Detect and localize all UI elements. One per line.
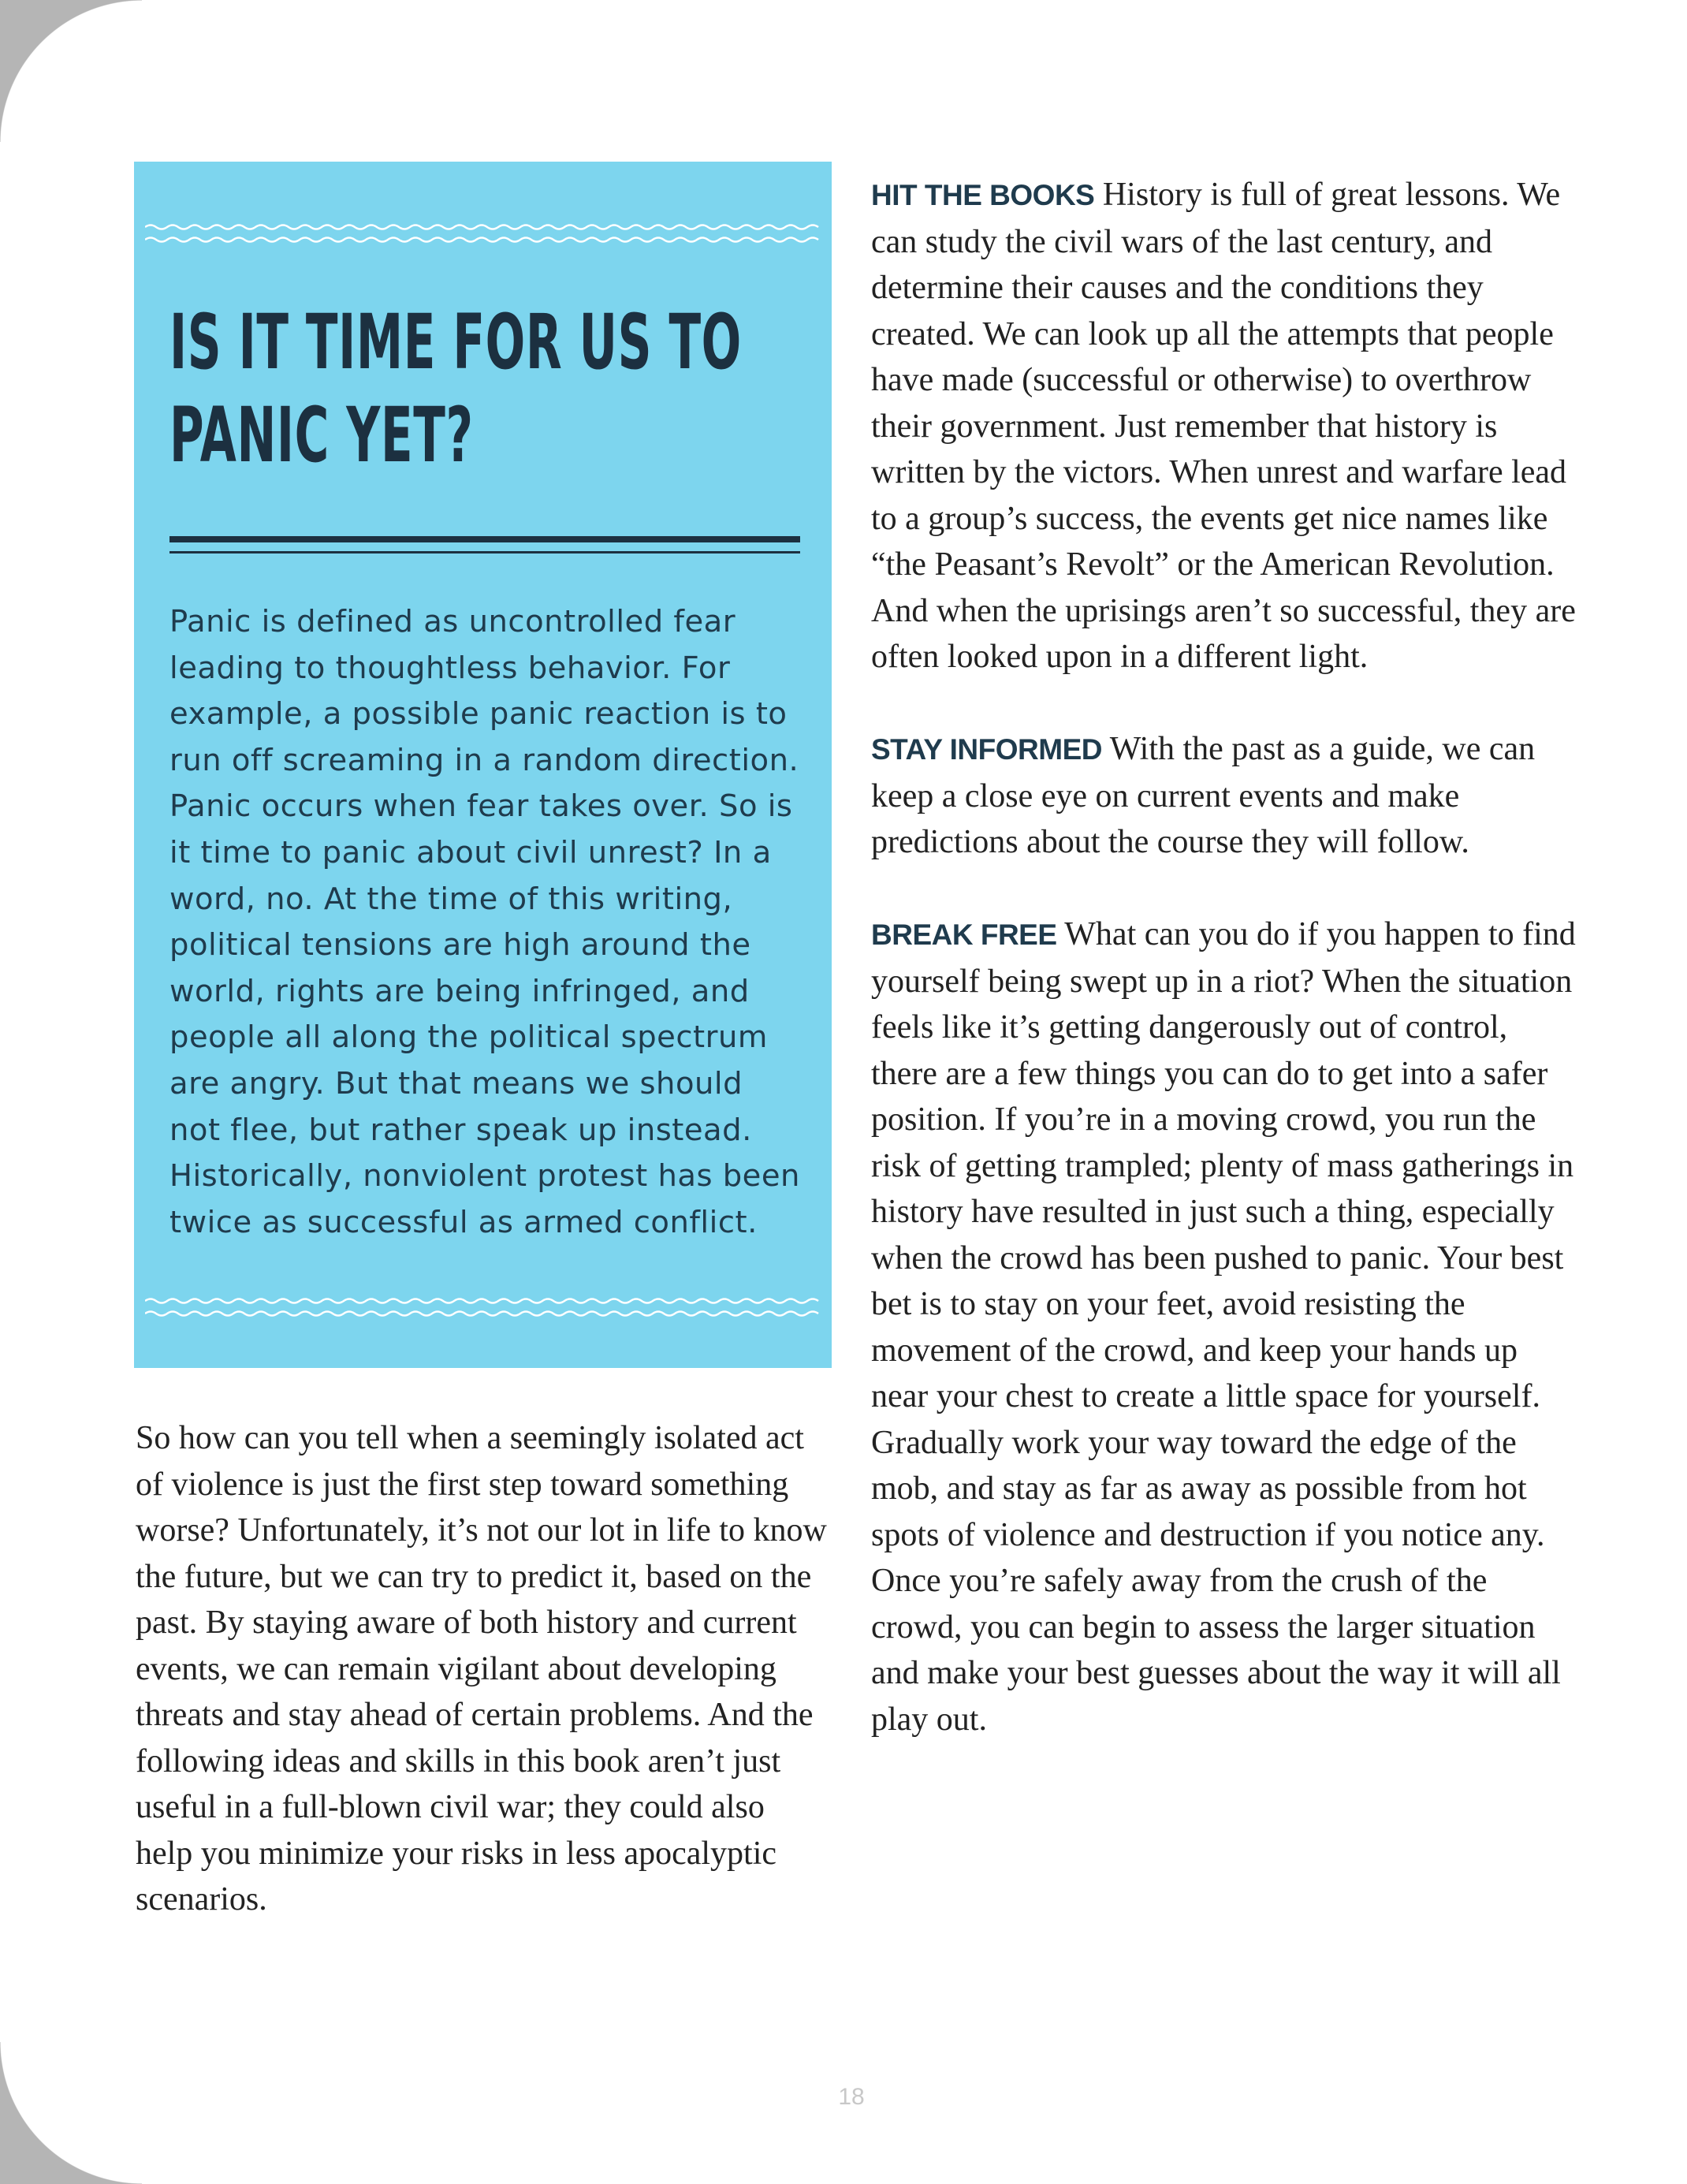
section-lead-hit-the-books: HIT THE BOOKS [871,179,1095,211]
page-corner-shadow-bottom [0,2042,142,2184]
sidebar-title: IS IT TIME FOR US TO PANIC YET? [169,298,742,479]
section-hit-the-books [871,172,1581,680]
section-text-stay-informed: With the past as a guide, we can keep a close eye on current events and make predictions about the course they will follow. [871,731,1536,860]
sidebar-box [134,162,832,1368]
title-rule-thin [169,551,800,553]
section-text-hit-the-books: History is full of great lessons. We can study the civil wars of the last century, and determine their causes and the conditions they created. We can look up all the attempts that people have made (successful or otherwise) to overthrow their government. Just remember that history is written by the victors. When unrest and warfare lead to a group’s success, the events get nice names like “the Peasant’s Revolt” or the American Revolution. And when the uprisings aren’t so successful, they are often looked upon in a different light. [871,177,1576,675]
section-break-free [871,911,1581,1742]
page-corner-shadow-top [0,0,142,142]
sidebar-body-text: Panic is defined as uncontrolled fear leading to thoughtless behavior. For example, a possible panic reaction is to run off screaming in a random direction. Panic occurs when fear takes over. So is it time to panic about civil unrest? In a word, no. At the time of this writing, political tensions are high around the world, rights are being infringed, and people all along the political spectrum are angry. But that means we should not flee, but rather speak up instead. Historically, nonviolent protest has been twice as successful as armed conflict. [169,604,800,1240]
right-column [871,172,1581,1789]
page-number: 18 [838,2084,865,2110]
section-text-break-free: What can you do if you happen to find yourself being swept up in a riot? When the situation feels like it’s getting dangerously out of control, there are a few things you can do to get into a safer position. If you’re in a moving crowd, you run the risk of getting trampled; plenty of mass gatherings in history have resulted in just such a thing, especially when the crowd has been pushed to panic. Your best bet is to stay on your feet, avoid resisting the movement of the crowd, and keep your hands up near your chest to create a little space for yourself. Gradually work your way toward the edge of the mob, and stay as far as away as possible from hot spots of violence and destruction if you notice any. Once you’re safely away from the crush of the crowd, you can begin to assess the larger situation and make your best guesses about the way it will all play out. [871,916,1576,1738]
section-stay-informed [871,726,1581,866]
section-lead-stay-informed: STAY INFORMED [871,733,1102,766]
section-lead-break-free: BREAK FREE [871,919,1057,951]
wave-divider-top [145,213,821,252]
wave-divider-bottom [145,1287,821,1326]
left-column-body-text: So how can you tell when a seemingly isolated act of violence is just the first step toward something worse? Unfortunately, it’s not our lot in life to know the future, but we can try to predict it, based on the past. By staying aware of both history and current events, we can remain vigilant about developing threats and stay ahead of certain problems. And the following ideas and skills in this book aren’t just useful in a full-blown civil war; they could also help you minimize your risks in less apocalyptic scenarios. [136,1420,827,1918]
title-rule-thick [169,536,800,542]
